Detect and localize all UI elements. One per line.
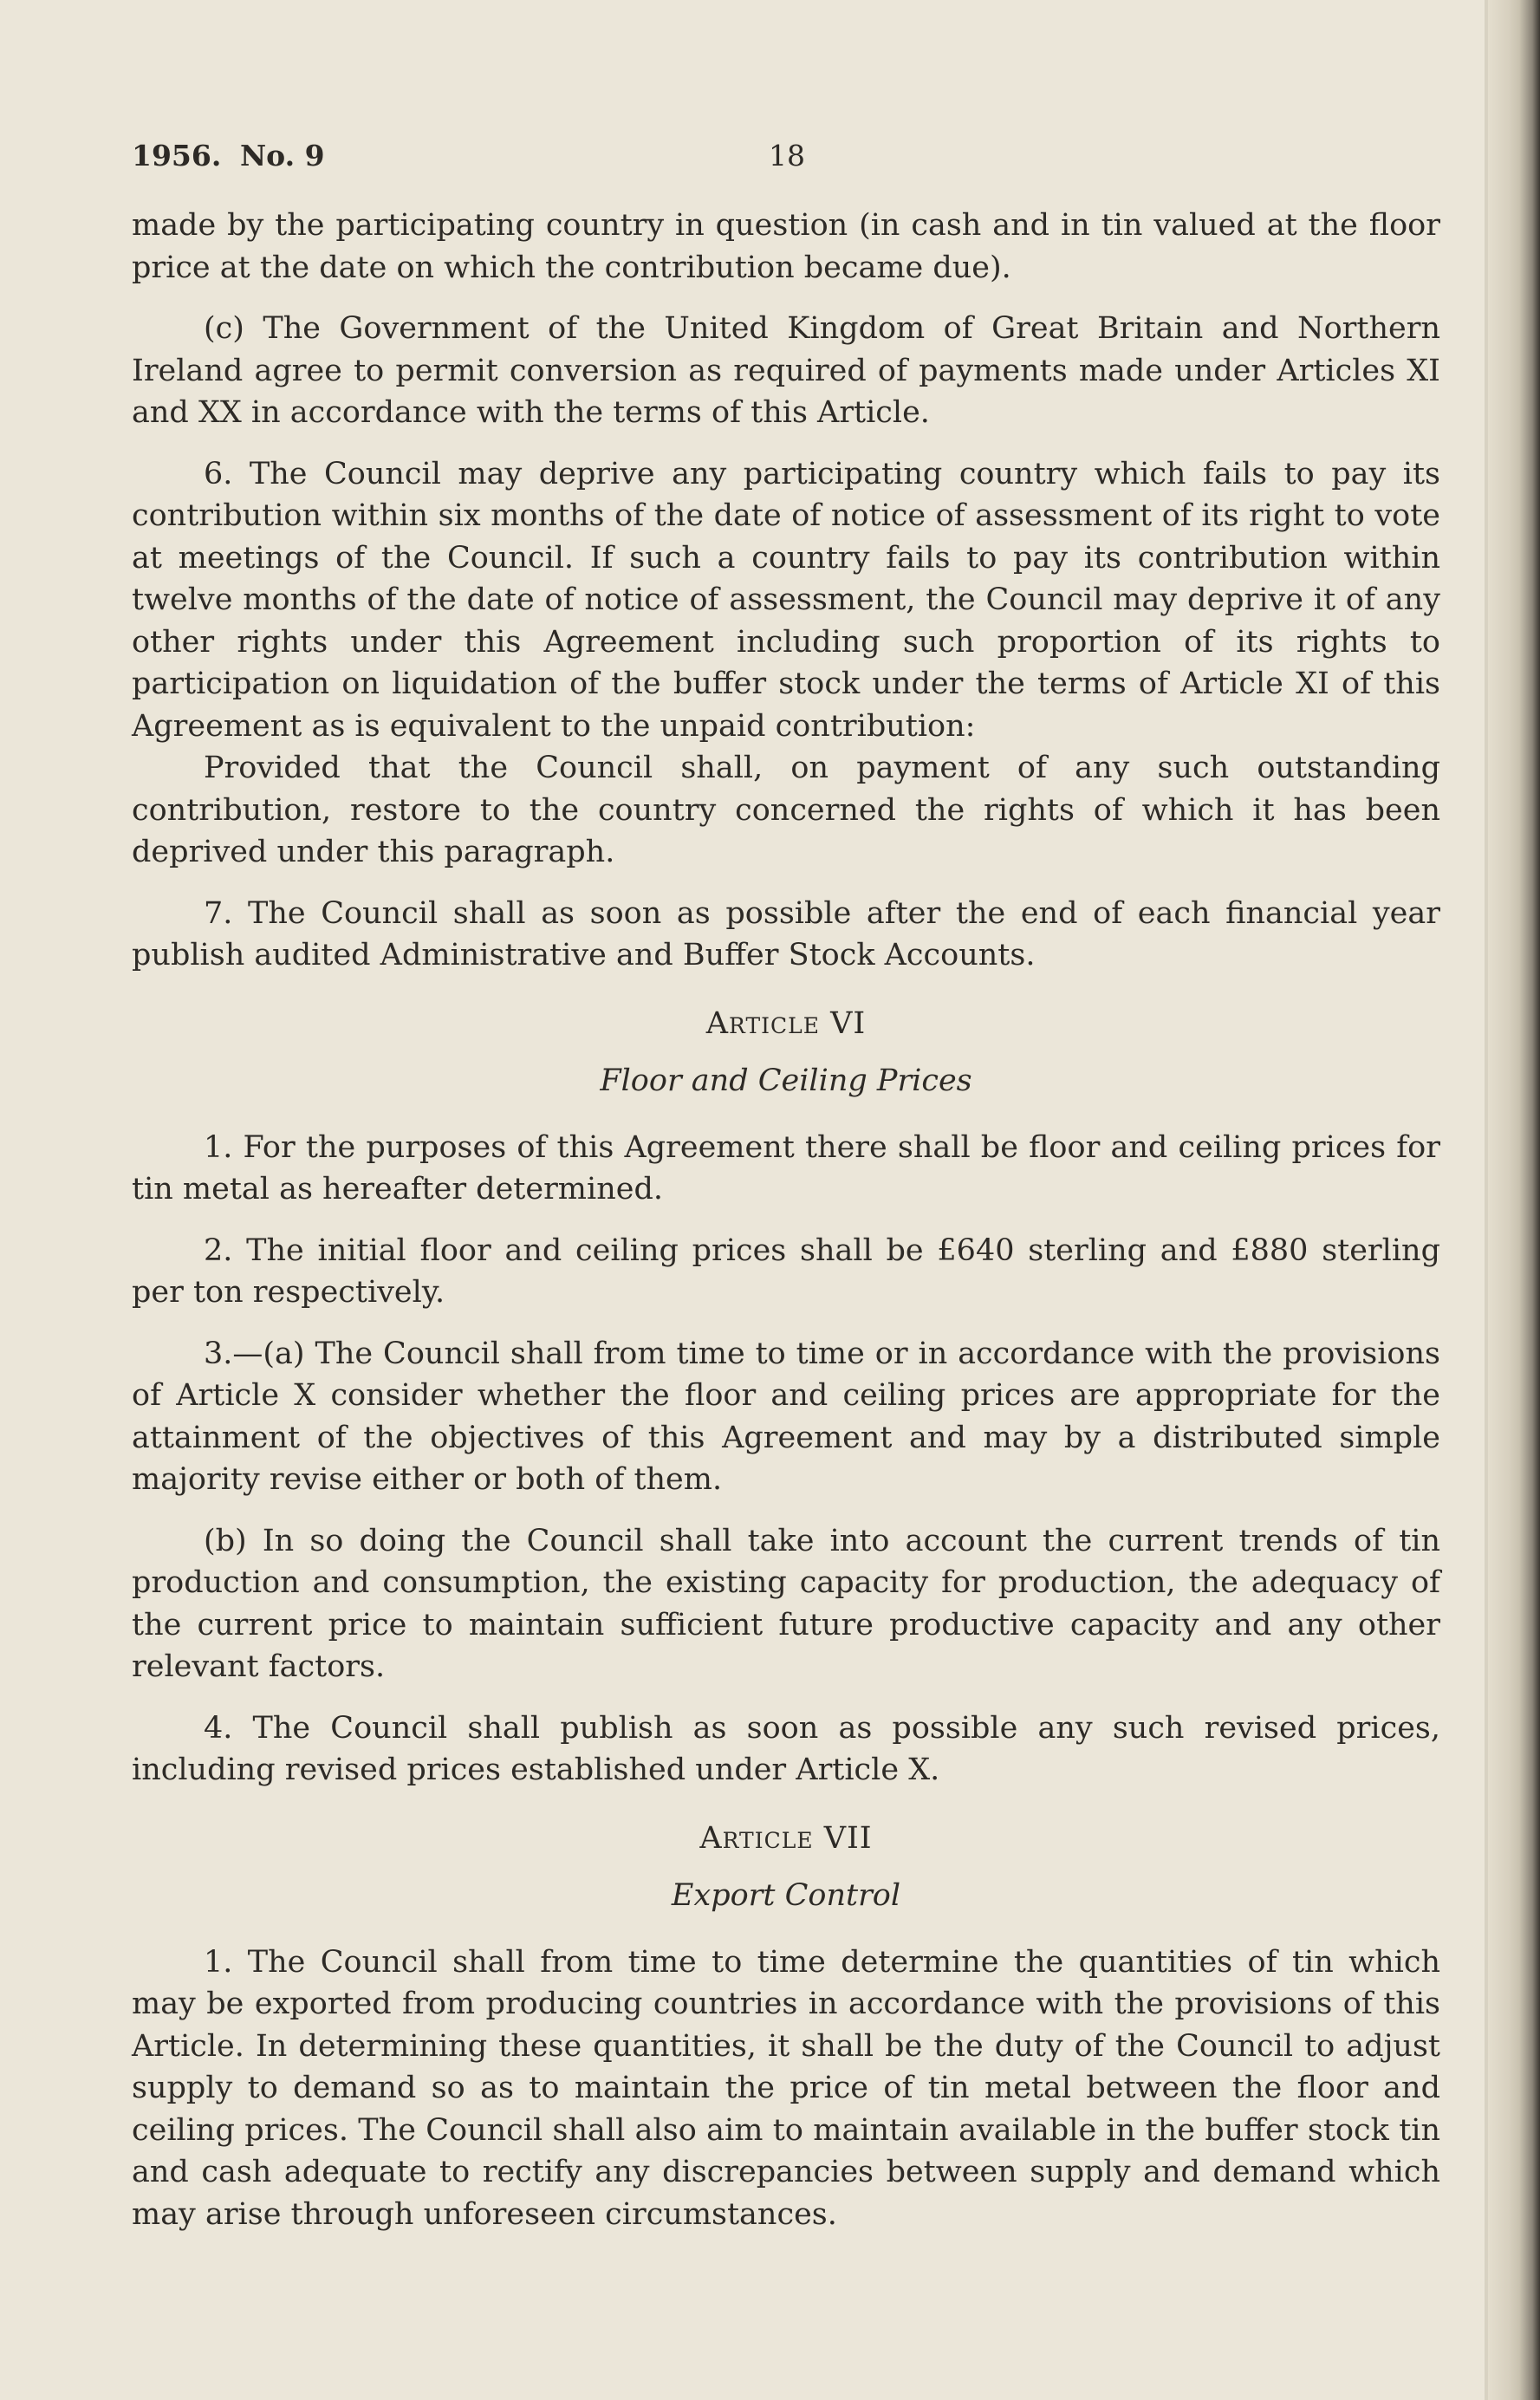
paragraph: 2. The initial floor and ceiling prices shall be £640 sterling and £880 sterling per ton respectively.	[132, 1233, 1440, 1310]
paragraph: (c) The Government of the United Kingdom of Great Britain and Northern Ireland agree to permit conversion as required of payments made under Articles XI and XX in accordance with the terms of this Article.	[132, 311, 1440, 430]
paragraph: Provided that the Council shall, on payment of any such outstanding contribution, restore to the country concerned the rights of which it has been deprived under this paragraph.	[132, 751, 1440, 869]
paragraph: made by the participating country in question (in cash and in tin valued at the floor price at the date on which the contribution became due).	[132, 208, 1440, 285]
article-subheading: Export Control	[671, 1878, 901, 1913]
article-heading: Article VII	[699, 1820, 873, 1856]
paragraph: 4. The Council shall publish as soon as possible any such revised prices, including revised prices established under Article X.	[132, 1710, 1440, 1787]
page-header	[132, 139, 1440, 182]
header-year: 1956.	[132, 139, 222, 172]
article-subheading: Floor and Ceiling Prices	[600, 1063, 972, 1098]
body-text	[132, 205, 1440, 2235]
paragraph: 7. The Council shall as soon as possible after the end of each financial year publish audited Administrative and Buffer Stock Accounts.	[132, 895, 1440, 972]
header-number: No. 9	[240, 139, 325, 172]
book-spine	[1488, 0, 1540, 2400]
paragraph: 6. The Council may deprive any participating country which fails to pay its contribution within six months of the date of notice of assessment of its right to vote at meetings of the Council. If such a country fails to pay its contribution within twelve months of the date of notice of assessment, the Council may deprive it of any other rights under this Agreement including such proportion of its rights to participation on liquidation of the buffer stock under the terms of Article XI of this Agreement as is equivalent to the unpaid contribution:	[132, 456, 1440, 744]
paragraph: 3.—(a) The Council shall from time to time or in accordance with the provisions of Article X consider whether the floor and ceiling prices are appropriate for the attainment of the objectives of this Agreement and may by a distributed simple majority revise either or both of them.	[132, 1336, 1440, 1497]
article-heading: Article VI	[705, 1005, 867, 1041]
paragraph: (b) In so doing the Council shall take into account the current trends of tin production and consumption, the existing capacity for production, the adequacy of the current price to maintain sufficient future productive capacity and any other relevant factors.	[132, 1523, 1440, 1684]
page-number: 18	[769, 139, 805, 172]
paragraph: 1. The Council shall from time to time determine the quantities of tin which may be exported from producing countries in accordance with the provisions of this Article. In determining these quantities, it shall be the duty of the Council to adjust supply to demand so as to maintain the price of tin metal between the floor and ceiling prices. The Council shall also aim to maintain available in the buffer stock tin and cash adequate to rectify any discrepancies between supply and demand which may arise through unforeseen circumstances.	[132, 1944, 1440, 2232]
paragraph: 1. For the purposes of this Agreement there shall be floor and ceiling prices for tin metal as hereafter determined.	[132, 1129, 1440, 1207]
